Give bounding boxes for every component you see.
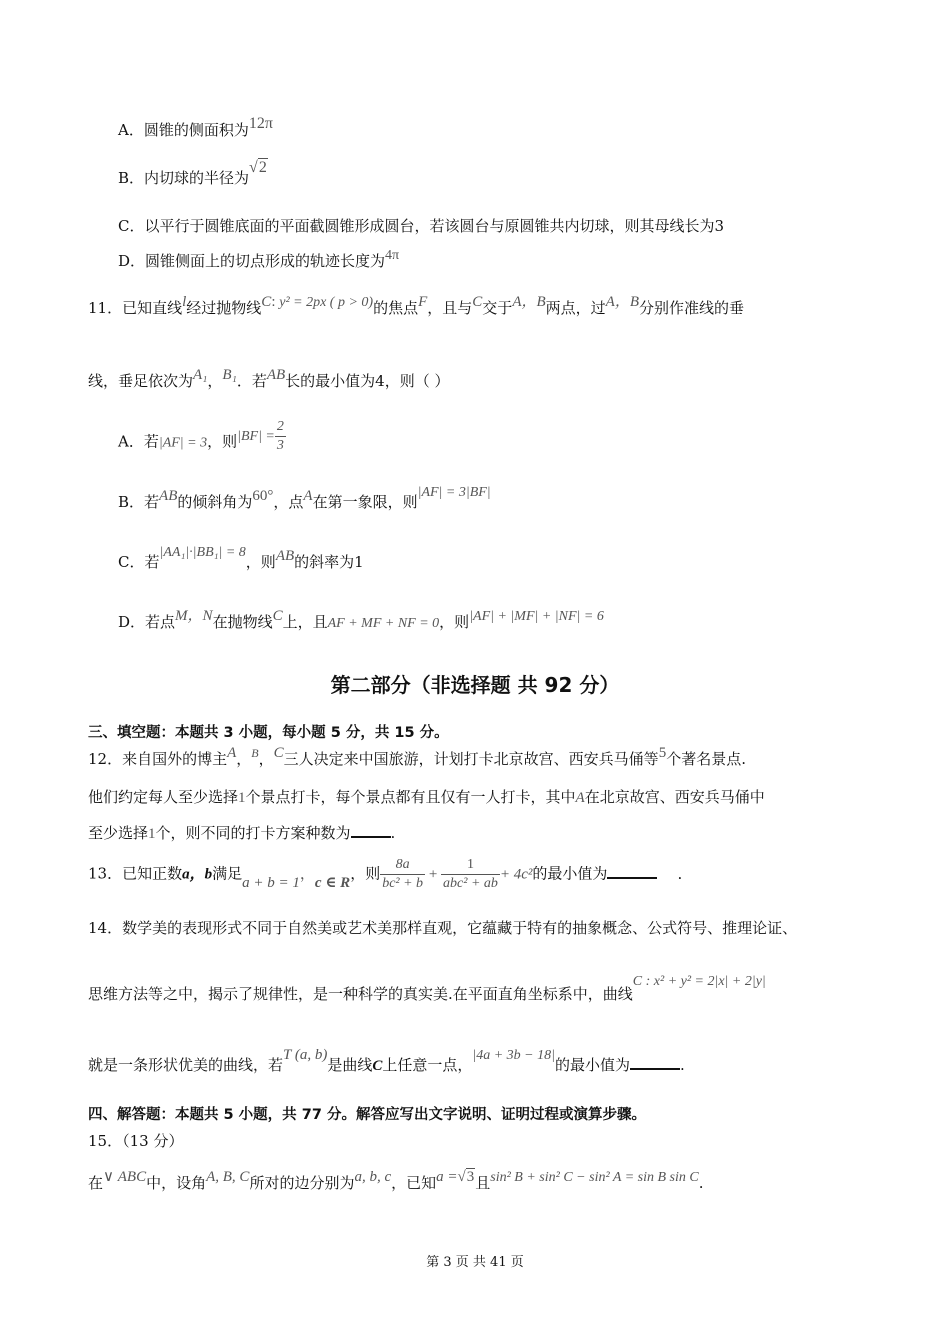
q10-option-b: B．内切球的半径为√2: [118, 159, 267, 187]
q10-option-d: D．圆锥侧面上的切点形成的轨迹长度为4π: [118, 248, 400, 270]
q12-line1: 12．来自国外的博主A，$^B$，C三人决定来中国旅游，计划打卡北京故宫、西安兵马俑等5个著名景点.: [88, 745, 746, 768]
q11-option-c: C．若|AA₁|·|BB₁| = 8，则AB的斜率为1: [118, 545, 364, 571]
section4-header: 四、解答题：本题共 5 小题，共 77 分。解答应写出文字说明、证明过程或演算步骤。: [88, 1107, 646, 1123]
q11-line2: 线，垂足依次为A₁，B₁．若AB长的最小值为4，则（ ）: [88, 367, 450, 390]
q14-line3: 就是一条形状优美的曲线，若T (a, b)是曲线C上任意一点，|4a + 3b − 18|的最小值为 .: [88, 1047, 685, 1074]
q14-line1: 14．数学美的表现形式不同于自然美或艺术美那样直观，它蕴藏于特有的抽象概念、公式符号、推理论证、: [88, 919, 798, 937]
part2-title: 第二部分（非选择题 共 92 分）: [330, 673, 620, 697]
q12-line3: 至少选择1个，则不同的打卡方案种数为 .: [88, 824, 396, 842]
q10-option-c: C．以平行于圆锥底面的平面截圆锥形成圆台，若该圆台与原圆锥共内切球，则其母线长为3: [118, 217, 725, 235]
q12-line2: 他们约定每人至少选择1个景点打卡，每个景点都有且仅有一人打卡，其中A在北京故宫、西安兵马俑中: [88, 788, 765, 806]
q11-option-d: D．若点M，N在抛物线C上，且AF + MF + NF = 0，则|AF| + |MF| + |NF| = 6: [118, 608, 604, 631]
q11-line1: 11．已知直线l经过抛物线C: y² = 2px ( p > 0)的焦点F，且与C交于A，B两点，过A，B分别作准线的垂: [88, 294, 745, 317]
q15-line1: 在∨ ABC中，设角A, B, C所对的边分别为a, b, c，已知a =√3且sin² B + sin² C − sin² A = sin B sin C.: [88, 1169, 704, 1192]
q11-option-b: B．若AB的倾斜角为60°，点A在第一象限，则|AF| = 3|BF|: [118, 485, 491, 511]
page-footer: 第 3 页 共 41 页: [426, 1255, 524, 1270]
q15-number: 15．（13 分）: [88, 1132, 184, 1150]
section3-header: 三、填空题：本题共 3 小题，每小题 5 分，共 15 分。: [88, 725, 449, 741]
q10-option-a: A．圆锥的侧面积为12π: [118, 115, 273, 139]
q14-answer-blank[interactable]: [630, 1068, 680, 1070]
q13-answer-blank[interactable]: [607, 877, 657, 879]
q14-line2: 思维方法等之中，揭示了规律性，是一种科学的真实美.在平面直角坐标系中，曲线C : x² + y² = 2|x| + 2|y|: [88, 974, 766, 1003]
q13: 13．已知正数a，b满足a + b = 1，c ∈ R，则 $\frac{8a}{\text{bc² + b}}$ + $\frac{1}{\text{abc² + ab}}$ + 4c²的最小值为 .: [88, 857, 683, 891]
q12-answer-blank[interactable]: [351, 836, 391, 838]
q11-option-a: A．若|AF| = 3，则|BF| = $\frac{2}{3}$: [118, 419, 284, 453]
